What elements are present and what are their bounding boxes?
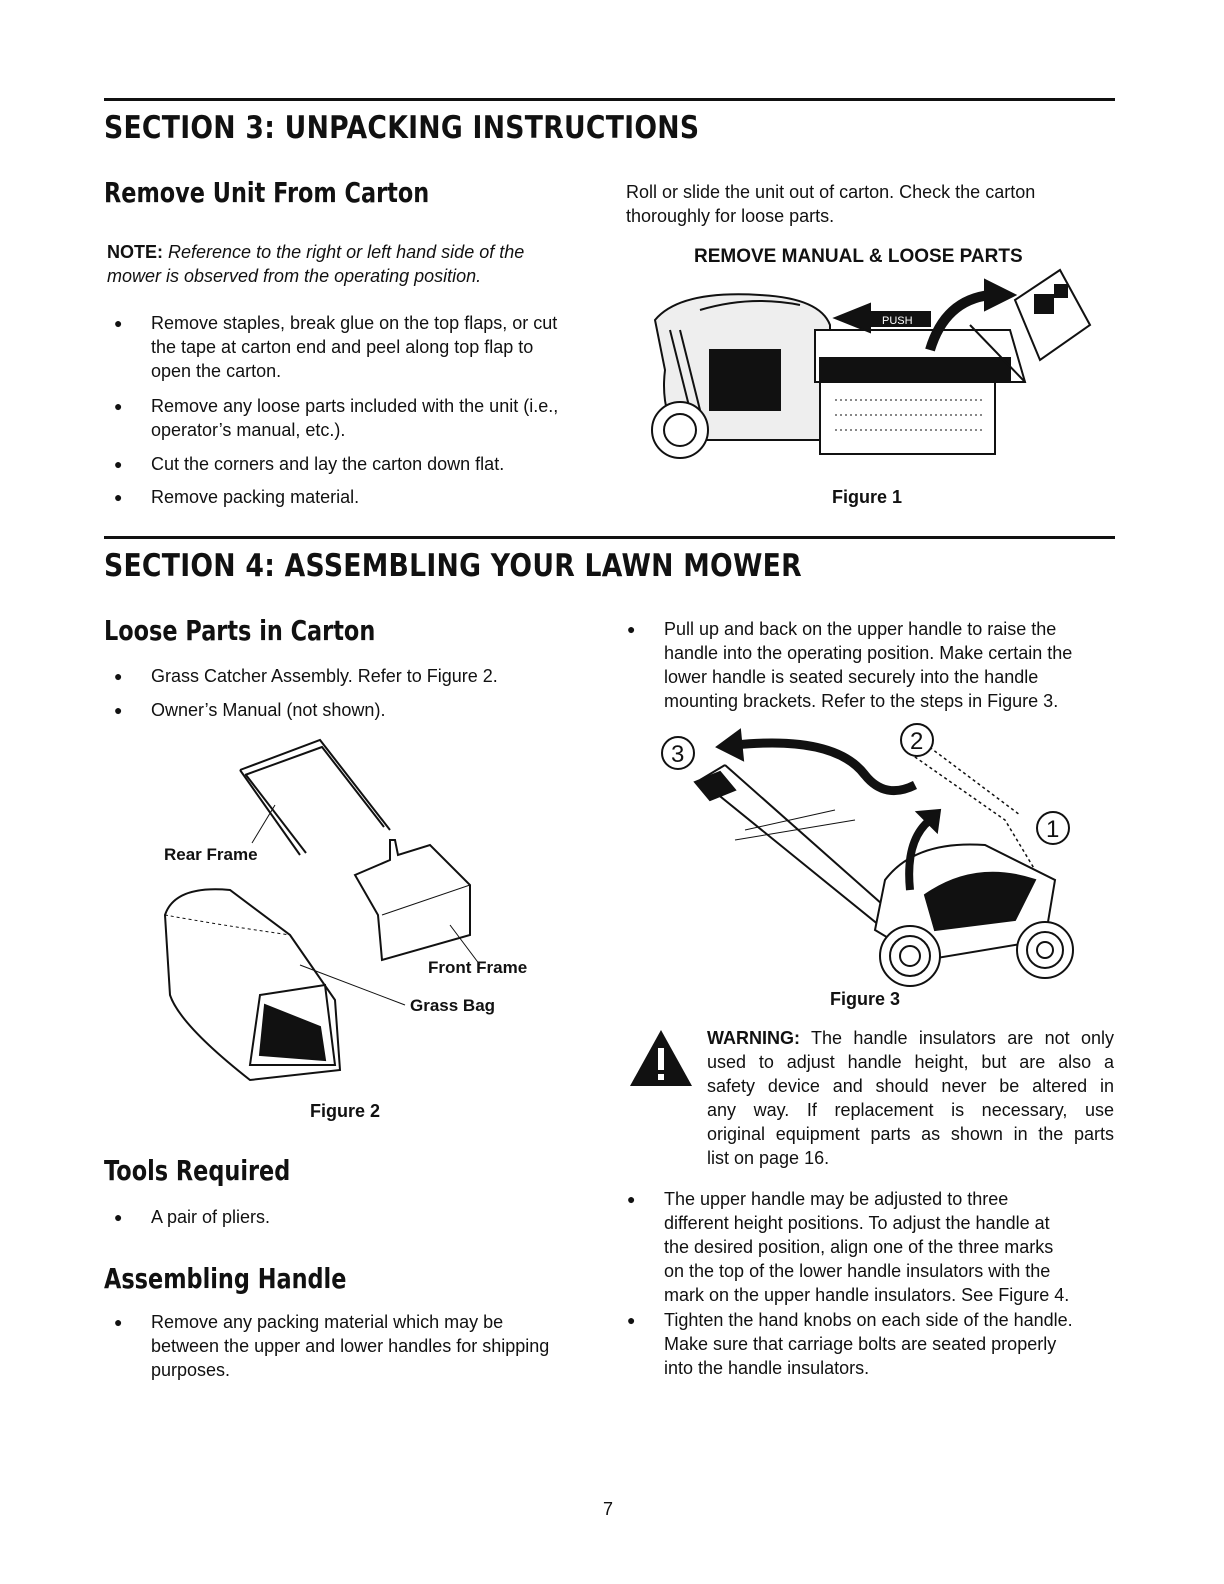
bullet-line: Remove any loose parts included with the unit (i.e., [151, 396, 559, 416]
bullet-icon: ● [114, 668, 123, 684]
section4-title: SECTION 4: ASSEMBLING YOUR LAWN MOWER [104, 548, 802, 584]
bullet-icon: ● [114, 398, 123, 414]
note-label: NOTE: [107, 242, 163, 262]
page-number: 7 [603, 1499, 614, 1519]
bullet-line: Tighten the hand knobs on each side of the handle. [664, 1310, 1073, 1330]
figure3-illustration [655, 720, 1085, 990]
roll-line-2: thoroughly for loose parts. [626, 206, 835, 226]
warning-label: WARNING: [707, 1028, 800, 1048]
bullet-line: operator’s manual, etc.). [151, 420, 346, 440]
push-label: PUSH [882, 315, 913, 327]
warning-line: used to adjust handle height, but are also a [707, 1052, 1114, 1072]
figure3-caption: Figure 3 [830, 989, 901, 1009]
bullet-line: on the top of the lower handle insulators with the [664, 1261, 1051, 1281]
section3-title: SECTION 3: UNPACKING INSTRUCTIONS [104, 110, 700, 146]
bullet-line: Cut the corners and lay the carton down flat. [151, 454, 505, 474]
figure1-caption: Figure 1 [832, 487, 903, 507]
bullet-line: Remove any packing material which may be [151, 1312, 504, 1332]
bullet-line: open the carton. [151, 361, 282, 381]
bullet-line: into the handle insulators. [664, 1358, 870, 1378]
rear-frame-label: Rear Frame [164, 845, 258, 864]
bullet-icon: ● [114, 489, 123, 505]
roll-line-1: Roll or slide the unit out of carton. Check the carton [626, 182, 1036, 202]
bullet-icon: ● [114, 456, 123, 472]
bullet-line: the desired position, align one of the three marks [664, 1237, 1054, 1257]
section3-top-rule [104, 98, 1115, 101]
note-paragraph [107, 240, 597, 288]
bullet-line: Grass Catcher Assembly. Refer to Figure 2. [151, 666, 498, 686]
warning-line: safety device and should never be altered in [707, 1076, 1114, 1096]
warning-line: The handle insulators are not only [811, 1028, 1114, 1048]
section4-top-rule [104, 536, 1115, 539]
roll-paragraph [626, 180, 1106, 228]
step-2-label: 2 [910, 728, 924, 755]
bullet-icon: ● [627, 1191, 636, 1207]
bullet-icon: ● [114, 1314, 123, 1330]
bullet-line: mounting brackets. Refer to the steps in Figure 3. [664, 691, 1059, 711]
bullet-icon: ● [627, 621, 636, 637]
figure2-caption: Figure 2 [310, 1101, 381, 1121]
bullet-line: Make sure that carriage bolts are seated properly [664, 1334, 1057, 1354]
bullet-line: the tape at carton end and peel along top flap to [151, 337, 534, 357]
note-line-1: Reference to the right or left hand side of the [168, 242, 525, 262]
note-line-2: mower is observed from the operating position. [107, 266, 482, 286]
step-3-label: 3 [671, 741, 685, 768]
bullet-icon: ● [114, 315, 123, 331]
bullet-line: lower handle is seated securely into the handle [664, 667, 1039, 687]
bullet-line: Pull up and back on the upper handle to raise the [664, 619, 1057, 639]
bullet-line: A pair of pliers. [151, 1207, 271, 1227]
warning-line: original equipment parts as shown in the parts [707, 1124, 1114, 1144]
bullet-icon: ● [114, 1209, 123, 1225]
warning-paragraph [707, 1026, 1114, 1170]
bullet-line: The upper handle may be adjusted to three [664, 1189, 1009, 1209]
step-1-label: 1 [1046, 816, 1060, 843]
warning-icon [628, 1028, 694, 1088]
bullet-line: between the upper and lower handles for shipping [151, 1336, 550, 1356]
bullet-line: Remove staples, break glue on the top flaps, or cut [151, 313, 558, 333]
bullet-icon: ● [627, 1312, 636, 1328]
remove-unit-heading: Remove Unit From Carton [104, 176, 430, 209]
bullet-line: Owner’s Manual (not shown). [151, 700, 386, 720]
loose-parts-heading: Loose Parts in Carton [104, 614, 376, 647]
warning-line: any way. If replacement is necessary, use [707, 1100, 1114, 1120]
figure1-illustration [640, 270, 1100, 470]
bullet-line: purposes. [151, 1360, 231, 1380]
assembling-handle-heading: Assembling Handle [104, 1262, 347, 1295]
bullet-line: mark on the upper handle insulators. See Figure 4. [664, 1285, 1070, 1305]
front-frame-label: Front Frame [428, 958, 528, 977]
tools-heading: Tools Required [104, 1154, 291, 1187]
bullet-line: Remove packing material. [151, 487, 360, 507]
warning-line: list on page 16. [707, 1148, 830, 1168]
figure2-illustration [150, 735, 530, 1085]
bullet-icon: ● [114, 702, 123, 718]
figure1-heading: REMOVE MANUAL & LOOSE PARTS [694, 246, 1023, 267]
bullet-line: handle into the operating position. Make certain the [664, 643, 1073, 663]
grass-bag-label: Grass Bag [410, 996, 496, 1015]
bullet-line: different height positions. To adjust the handle at [664, 1213, 1050, 1233]
